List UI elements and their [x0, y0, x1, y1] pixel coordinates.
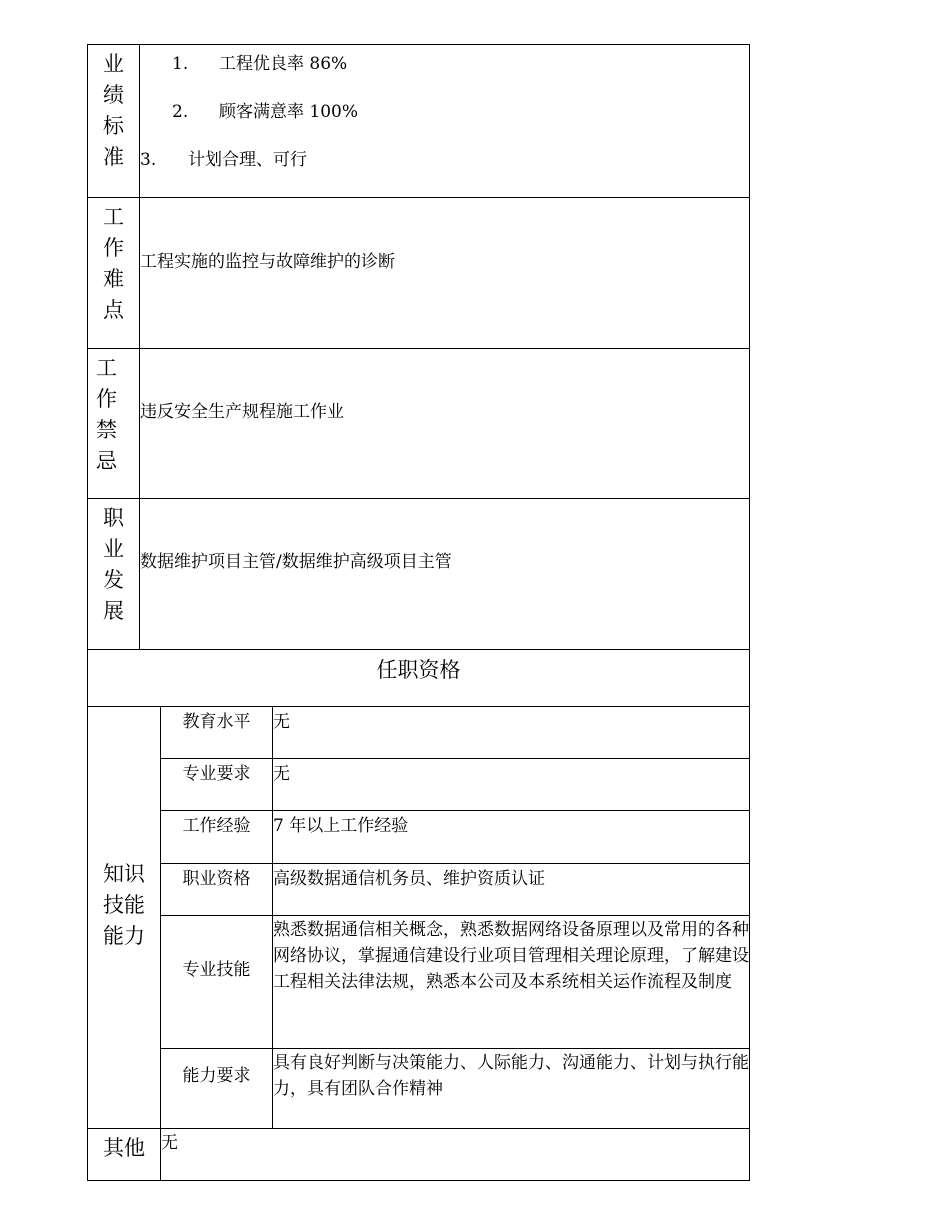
- qual-label-certification: 职业资格: [161, 864, 273, 916]
- group-label-line: 技能: [103, 893, 145, 917]
- career-text: 数据维护项目主管/数据维护高级项目主管: [140, 552, 452, 572]
- qualification-title: 任职资格: [88, 650, 749, 707]
- qual-label-ability: 能力要求: [161, 1049, 273, 1129]
- qual-label-education: 教育水平: [161, 707, 273, 759]
- qual-label-major: 专业要求: [161, 759, 273, 811]
- qual-value-major: 无: [273, 759, 749, 811]
- qual-label-experience: 工作经验: [161, 811, 273, 864]
- qual-value-experience: 7 年以上工作经验: [273, 811, 749, 864]
- taboo-label: 工 作 禁 忌: [88, 349, 140, 499]
- difficulty-text: 工程实施的监控与故障维护的诊断: [140, 252, 395, 272]
- difficulty-content: [140, 198, 749, 349]
- performance-label: 业 绩 标 准: [88, 45, 140, 198]
- performance-item: 1. 工程优良率 86%: [172, 54, 348, 74]
- difficulty-label: 工 作 难 点: [88, 198, 140, 349]
- qual-value-education: 无: [273, 707, 749, 759]
- qual-value-skills: 熟悉数据通信相关概念，熟悉数据网络设备原理以及常用的各种网络协议，掌握通信建设行业项目管理相关理论原理，了解建设工程相关法律法规，熟悉本公司及本系统相关运作流程及制度: [273, 916, 749, 1049]
- group-label-line: 知识: [103, 862, 145, 886]
- taboo-content: [140, 349, 749, 499]
- qual-value-certification: 高级数据通信机务员、维护资质认证: [273, 864, 749, 916]
- group-label-line: 能力: [103, 924, 145, 948]
- career-label: 职 业 发 展: [88, 499, 140, 650]
- other-label: 其他: [88, 1129, 161, 1180]
- knowledge-group-label: [88, 707, 161, 1129]
- qual-value-ability: 具有良好判断与决策能力、人际能力、沟通能力、计划与执行能力，具有团队合作精神: [273, 1049, 749, 1129]
- qual-label-skills: 专业技能: [161, 916, 273, 1049]
- taboo-text: 违反安全生产规程施工作业: [140, 402, 344, 422]
- other-value: 无: [161, 1133, 178, 1153]
- performance-item: 2. 顾客满意率 100%: [172, 102, 359, 122]
- performance-content: [140, 45, 749, 198]
- performance-item: 3. 计划合理、可行: [140, 150, 307, 170]
- career-content: [140, 499, 749, 650]
